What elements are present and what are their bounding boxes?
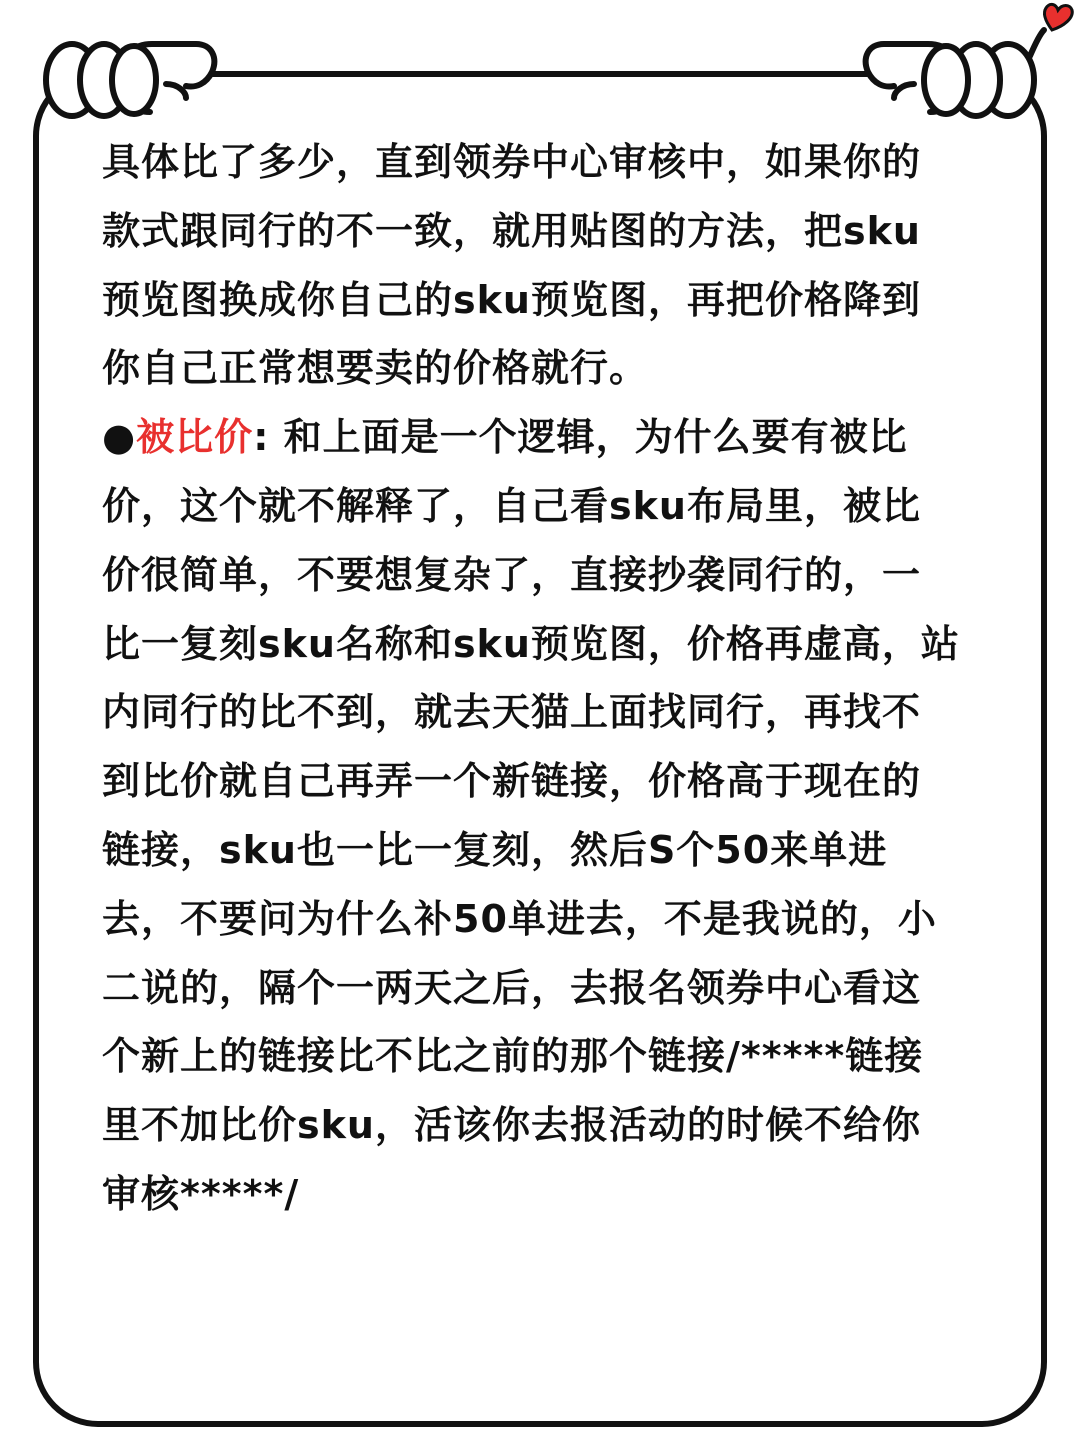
text-line: 个新上的链接比不比之前的那个链接/*****链接	[102, 1034, 924, 1079]
text-line: 到比价就自己再弄一个新链接，价格高于现在的	[102, 759, 922, 804]
text-line: 里不加比价sku，活该你去报活动的时候不给你	[102, 1103, 921, 1148]
paragraph-2	[102, 403, 982, 1229]
text-line: 价很简单，不要想复杂了，直接抄袭同行的，一	[102, 552, 922, 597]
text-line: 比一复刻sku名称和sku预览图，价格再虚高，站	[102, 621, 960, 666]
article-body	[102, 128, 982, 1229]
bullet-dot-icon: ●	[102, 415, 137, 460]
text-line: 去，不要问为什么补50单进去，不是我说的，小	[102, 896, 937, 941]
text-line: 内同行的比不到，就去天猫上面找同行，再找不	[102, 690, 922, 735]
text-segment: : 和上面是一个逻辑，为什么要有被比	[253, 415, 908, 460]
text-line: 具体比了多少，直到领券中心审核中，如果你的	[102, 140, 922, 184]
text-line: 你自己正常想要卖的价格就行。	[102, 346, 649, 391]
paragraph-1	[102, 128, 982, 403]
bullet-line	[102, 403, 982, 472]
highlight-keyword: 被比价	[136, 415, 254, 460]
text-line: 预览图换成你自己的sku预览图，再把价格降到	[102, 277, 921, 322]
text-line: 价，这个就不解释了，自己看sku布局里，被比	[102, 483, 921, 528]
text-line: 链接，sku也一比一复刻，然后S个50来单进	[102, 827, 888, 872]
text-line: 款式跟同行的不一致，就用贴图的方法，把sku	[102, 208, 921, 253]
heart-icon	[1044, 4, 1072, 30]
text-line: 二说的，隔个一两天之后，去报名领券中心看这	[102, 965, 922, 1010]
text-line: 审核*****/	[102, 1171, 300, 1216]
